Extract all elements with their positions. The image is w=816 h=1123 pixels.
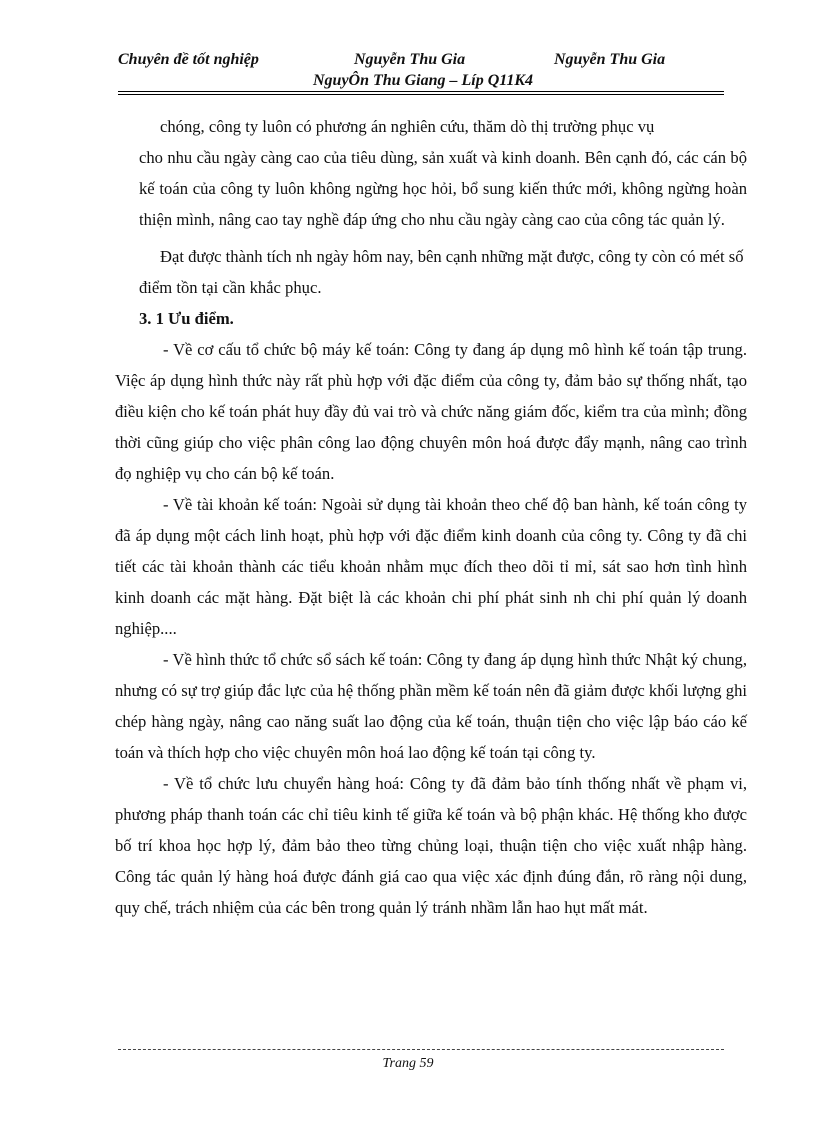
header-label-d: NguyÔn Thu Giang – Líp Q11K4 [313, 72, 534, 89]
header-rule-top [118, 91, 724, 92]
paragraph-5: - Về hình thức tổ chức sổ sách kế toán: Công ty đang áp dụng hình thức Nhật ký chung, nhưng có sự trợ giúp đắc lực của hệ thống phần mềm kế toán nên đã giảm được khối lượng ghi chép hàng ngày, nâng cao năng suất lao động của kế toán, thuận tiện cho việc lập báo cáo kế toán và thích hợp cho việc chuyên môn hoá lao động kế toán tại công ty. [115, 650, 747, 762]
header-label-c: Nguyễn Thu Gia [554, 51, 666, 68]
header-label-a: Chuyên đề tốt nghiệp [118, 51, 259, 68]
footer-rule [118, 1049, 724, 1050]
header-label-b: Nguyễn Thu Gia [354, 51, 466, 68]
paragraph-1 [115, 111, 747, 235]
paragraph-1-rest: cho nhu cầu ngày càng cao của tiêu dùng, sản xuất và kinh doanh. Bên cạnh đó, các cán bộ kế toán của công ty luôn không ngừng học hỏi, bổ sung kiến thức mới, không ngừng hoàn thiện mình, nâng cao tay nghề đáp ứng cho nhu cầu ngày càng cao của công tác quản lý. [139, 148, 747, 229]
paragraph-1-first-line: chóng, công ty luôn có phương án nghiên cứu, thăm dò thị trường phục vụ [160, 117, 655, 136]
section-heading: 3. 1 Ưu điểm. [139, 309, 234, 328]
paragraph-4: - Về tài khoản kế toán: Ngoài sử dụng tài khoản theo chế độ ban hành, kế toán công ty đã áp dụng một cách linh hoạt, phù hợp với đặc điểm kinh doanh của công ty. Công ty đã chi tiết các tài khoản thành các tiểu khoản nhằm mục đích theo dõi tỉ mỉ, sát sao hơn tình hình kinh doanh các mặt hàng. Đặt biệt là các khoản chi phí phát sinh nh chi phí quản lý doanh nghiệp.... [115, 495, 747, 638]
paragraph-3: - Về cơ cấu tổ chức bộ máy kế toán: Công ty đang áp dụng mô hình kế toán tập trung. Việc áp dụng hình thức này rất phù hợp với đặc điểm của công ty, đảm bảo sự thống nhất, tạo điều kiện cho kế toán phát huy đầy đủ vai trò và chức năng giám đốc, kiểm tra của mình; đồng thời cũng giúp cho việc phân công lao động chuyên môn hoá được đẩy mạnh, nâng cao trình đọ nghiệp vụ cho cán bộ kế toán. [115, 340, 747, 483]
page-number: Trang 59 [382, 1056, 434, 1071]
header-rule-bottom [118, 94, 724, 95]
page-content [115, 111, 747, 923]
paragraph-6: - Về tổ chức lưu chuyển hàng hoá: Công ty đã đảm bảo tính thống nhất về phạm vi, phương pháp thanh toán các chỉ tiêu kinh tế giữa kế toán và bộ phận khác. Hệ thống kho được bố trí khoa học hợp lý, đảm bảo theo từng chủng loại, thuận tiện cho việc xuất nhập hàng. Công tác quản lý hàng hoá được đánh giá cao qua việc xác định đúng đắn, rõ ràng nội dung, quy chế, trách nhiệm của các bên trong quản lý tránh nhầm lẫn hao hụt mất mát. [115, 774, 747, 917]
paragraph-2: Đạt được thành tích nh ngày hôm nay, bên cạnh những mặt được, công ty còn có mét số điểm tồn tại cần khắc phục. [139, 247, 744, 297]
